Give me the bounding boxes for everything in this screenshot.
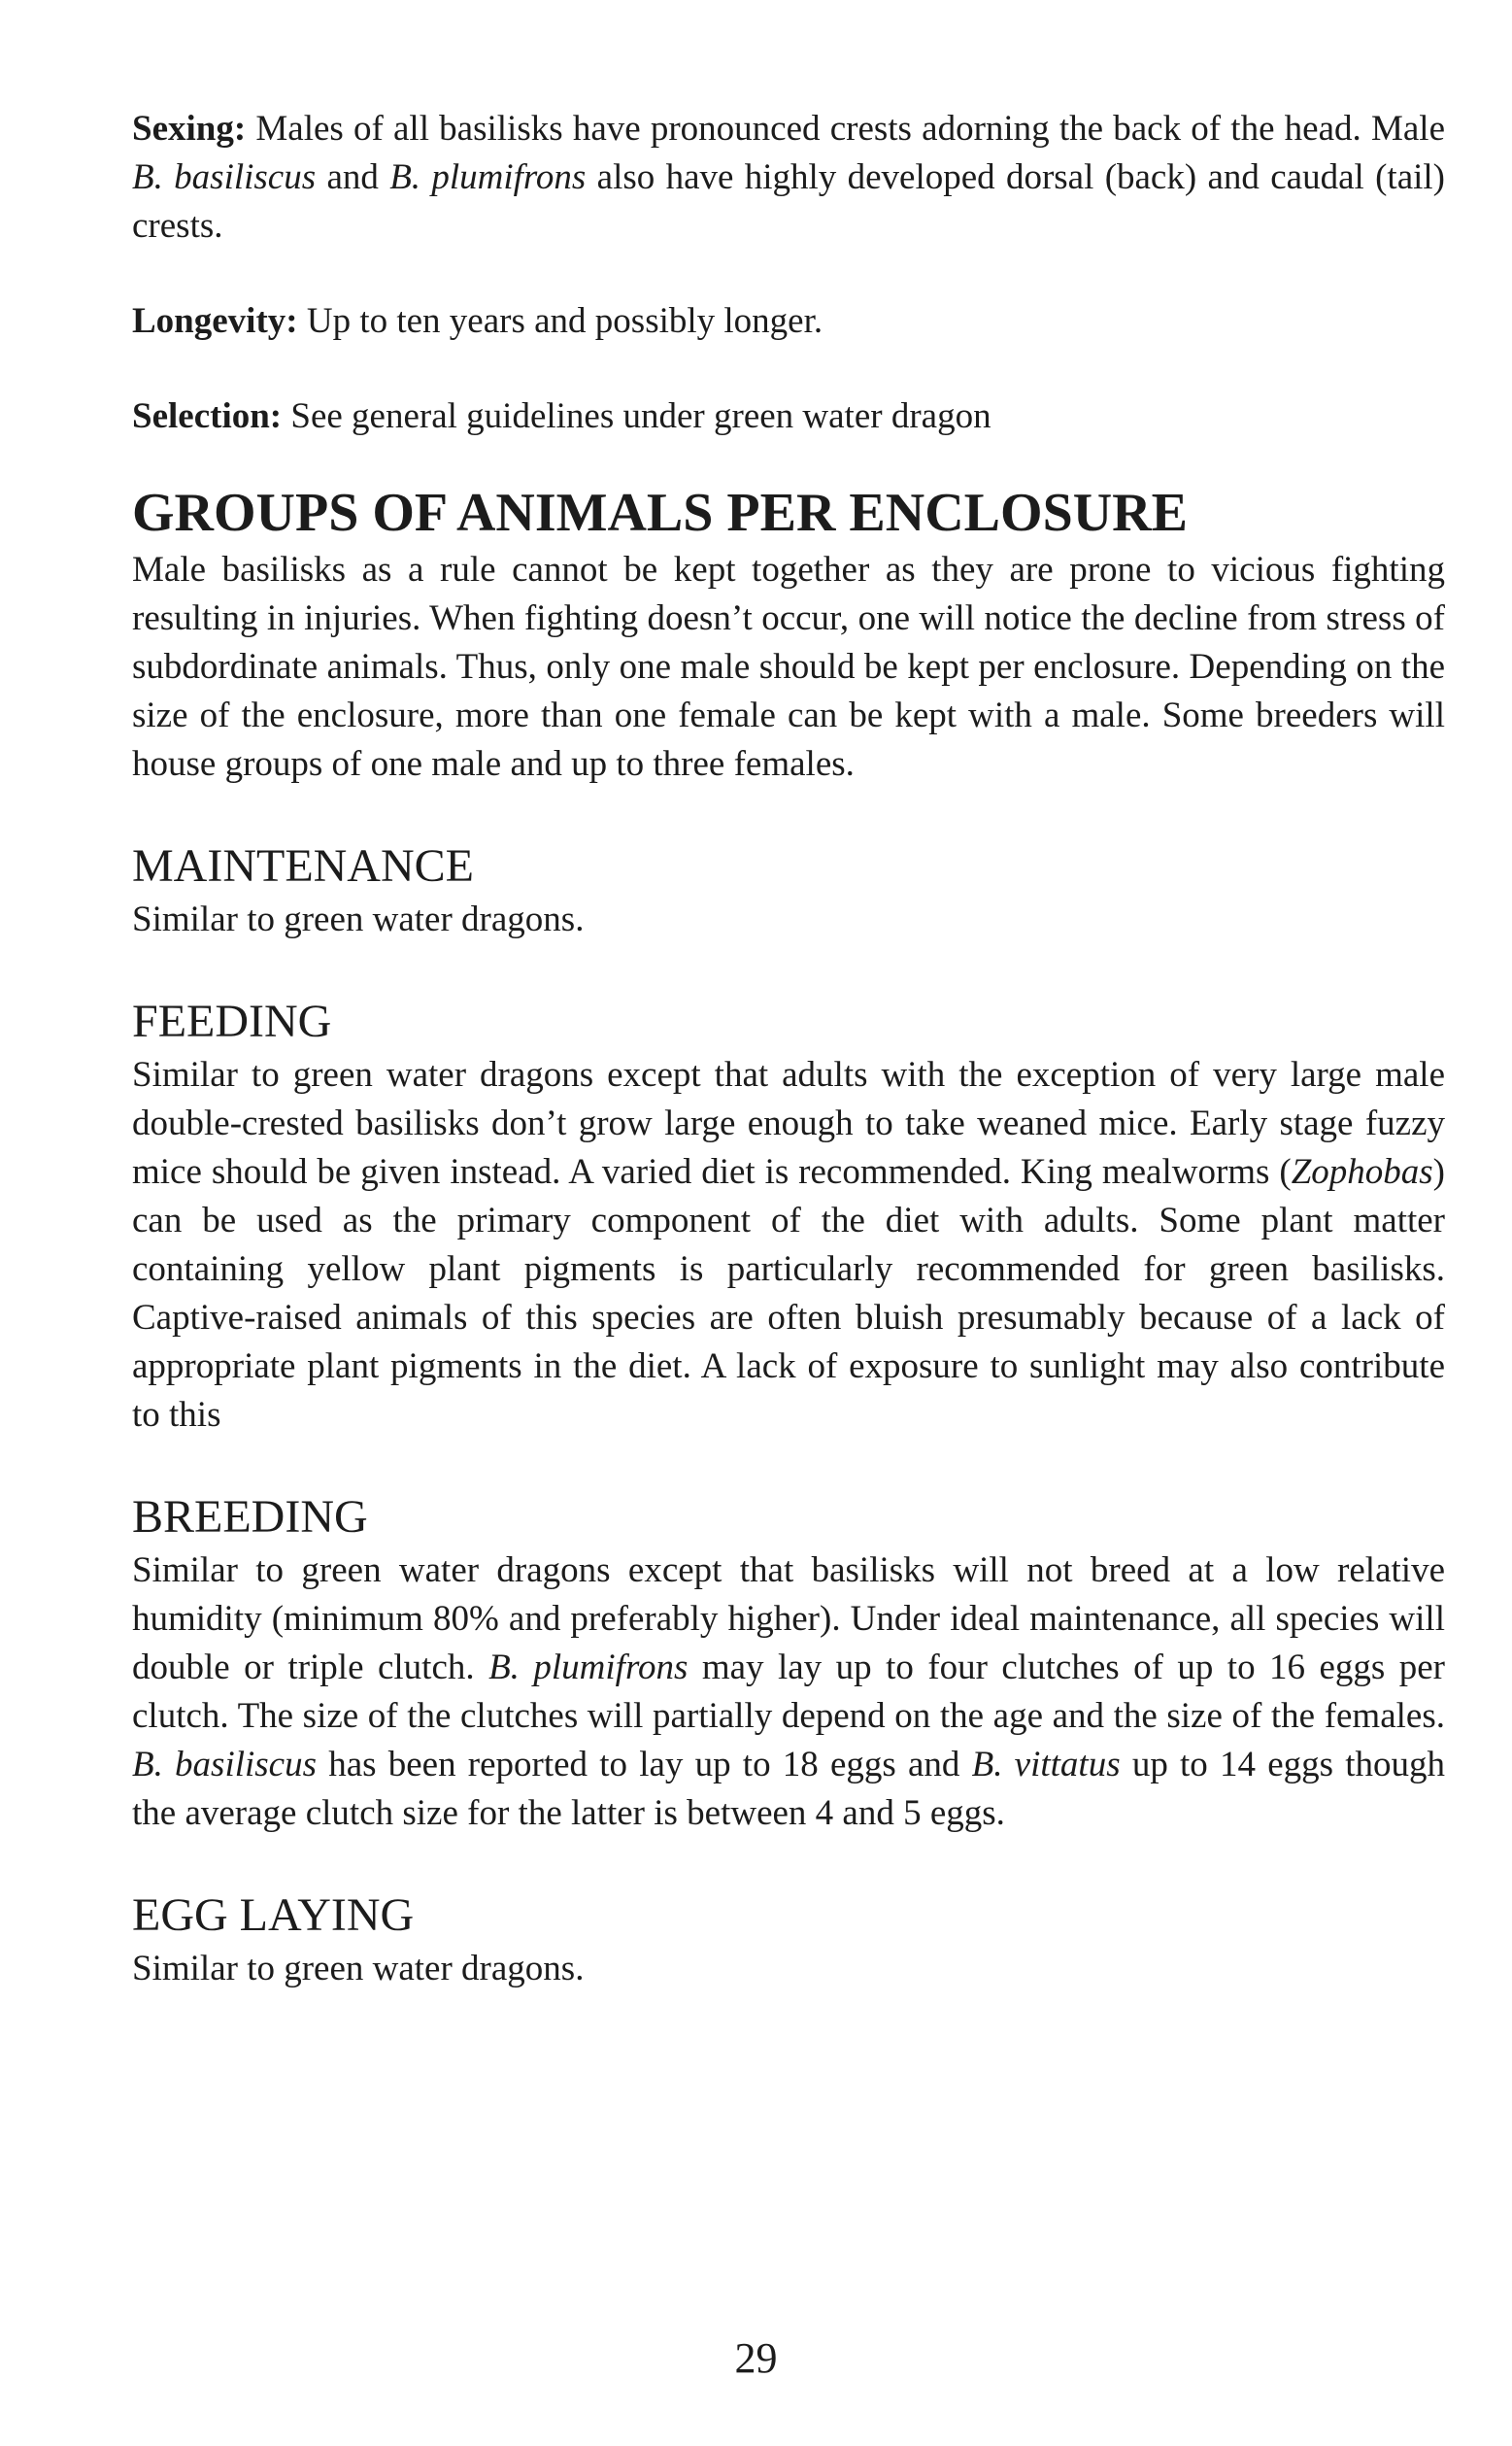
page-content [132,105,1445,1993]
breeding-body [132,1546,1445,1838]
breeding-text-3: has been reported to lay up to 18 eggs and [317,1745,972,1784]
breeding-text-4: up to 14 eggs though the average clutch size for the latter is between 4 and 5 eggs. [132,1745,1445,1833]
breeding-text-1: Similar to green water dragons except that basilisks will not breed at a low relative humidity (minimum 80% and preferably higher). Under ideal maintenance, all species will double or triple clutch. [132,1550,1445,1687]
sexing-text-3: also have highly developed dorsal (back) and caudal (tail) crests. [132,157,1445,246]
groups-body: Male basilisks as a rule cannot be kept together as they are prone to vicious fighting resulting in injuries. When fighting doesn’t occur, one will notice the decline from stress of subdordinate animals. Thus, only one male should be kept per enclosure. Depending on the size of the enclosure, more than one female can be kept with a male. Some breeders will house groups of one male and up to three females. [132,550,1445,784]
sexing-text-2: and [316,157,390,197]
sexing-species-2: B. plumifrons [389,157,587,197]
maintenance-heading: MAINTENANCE [132,840,474,892]
selection-label: Selection: [132,396,283,436]
selection-text: See general guidelines under green water dragon [282,396,991,436]
breeding-species-2: B. basiliscus [132,1745,318,1784]
feeding-text-1: Similar to green water dragons except that adults with the exception of very large male double-crested basilisks don’t grow large enough to take weaned mice. Early stage fuzzy mice should be given instead. A varied diet is recommended. King mealworms ( [132,1055,1445,1192]
longevity-text: Up to ten years and possibly longer. [297,301,823,341]
longevity-label: Longevity: [132,301,298,341]
sexing-paragraph [132,105,1445,251]
maintenance-body: Similar to green water dragons. [132,900,585,939]
page-number: 29 [734,2334,778,2382]
egg-laying-body: Similar to green water dragons. [132,1949,585,1988]
feeding-text-2: ) can be used as the primary component of the diet with adults. Some plant matter containing yellow plant pigments is particularly recommended for green basilisks. Captive-raised animals of this species are often bluish presumably because of a lack of appropriate plant pigments in the diet. A lack of exposure to sunlight may also contribute to this [132,1152,1445,1435]
breeding-species-3: B. vittatus [971,1745,1121,1784]
sexing-species-1: B. basiliscus [132,157,317,197]
egg-laying-heading: EGG LAYING [132,1889,415,1941]
feeding-body [132,1051,1445,1440]
feeding-heading: FEEDING [132,996,332,1047]
breeding-species-1: B. plumifrons [488,1648,689,1687]
longevity-paragraph [132,297,1445,346]
selection-paragraph [132,392,1445,441]
breeding-text-2: may lay up to four clutches of up to 16 eggs per clutch. The size of the clutches will partially depend on the age and the size of the females. [132,1648,1446,1736]
sexing-text-1: Males of all basilisks have pronounced crests adorning the back of the head. Male [246,109,1445,149]
groups-heading: GROUPS OF ANIMALS PER ENCLOSURE [132,483,1188,543]
sexing-label: Sexing: [132,109,247,149]
feeding-genus: Zophobas [1291,1152,1433,1192]
breeding-heading: BREEDING [132,1491,368,1543]
